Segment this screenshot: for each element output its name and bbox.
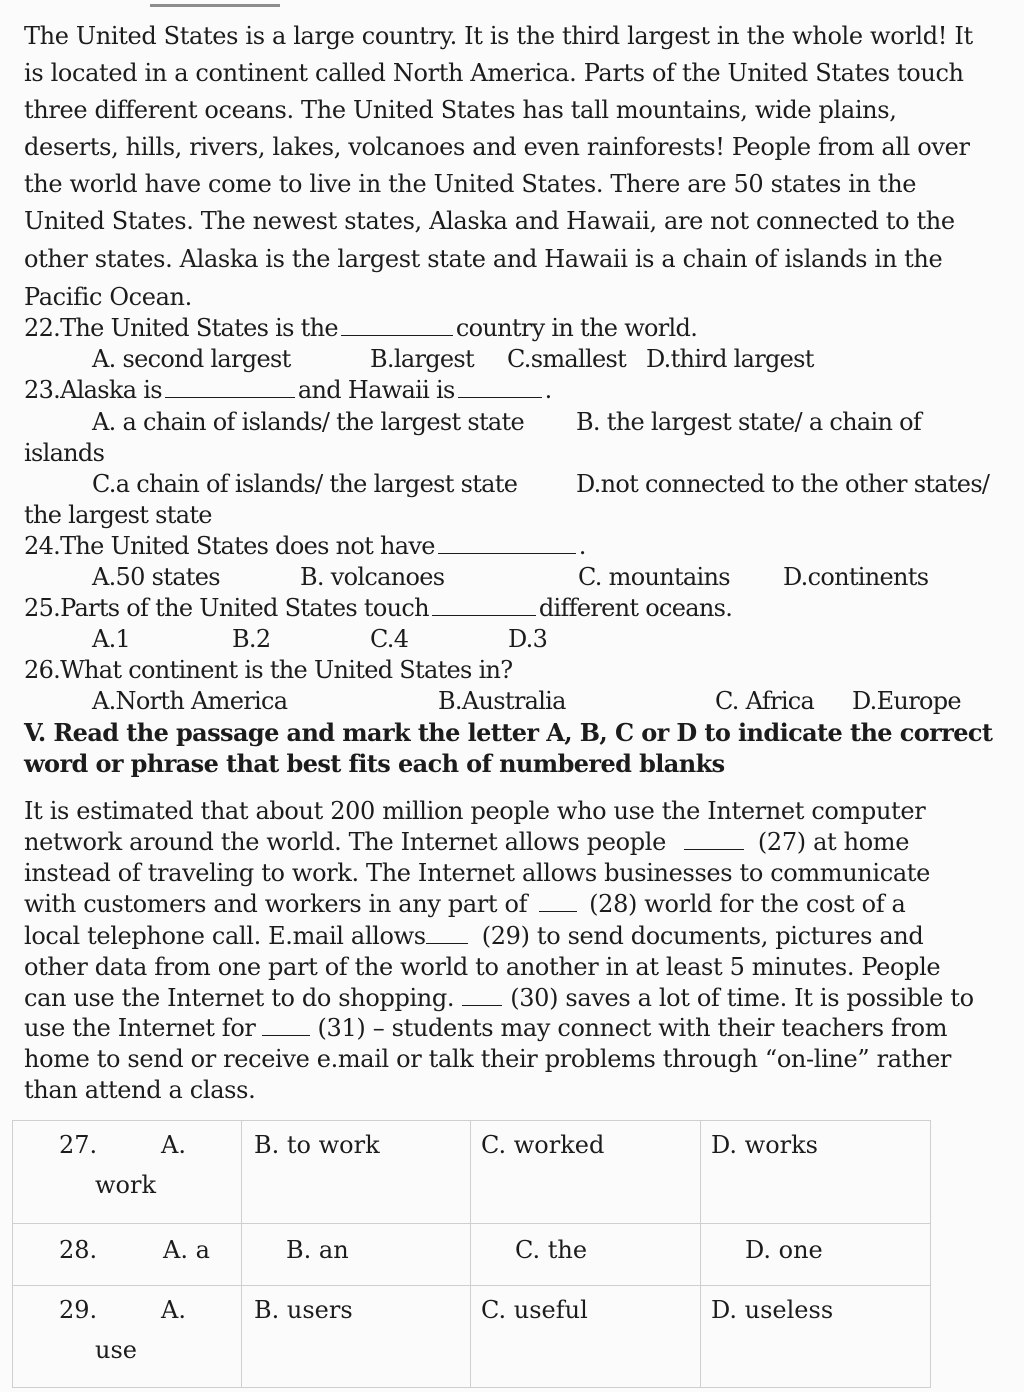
- option-b[interactable]: B.Australia: [438, 687, 566, 715]
- option-b[interactable]: B. to work: [242, 1121, 471, 1224]
- option-d[interactable]: D. useless: [701, 1286, 931, 1388]
- option-d[interactable]: D. works: [701, 1121, 931, 1224]
- question-number: 29.: [59, 1296, 98, 1324]
- blank-27[interactable]: [684, 849, 744, 850]
- question-stem: 25.Parts of the United States touch different oceans.: [24, 594, 733, 622]
- option-b[interactable]: B. the largest state/ a chain of: [576, 408, 922, 436]
- option-b-wrap: islands: [24, 439, 105, 467]
- question-number: 28.: [59, 1236, 98, 1264]
- table-row: [13, 1121, 931, 1224]
- option-d[interactable]: D. one: [701, 1224, 931, 1286]
- option-a[interactable]: A.50 states: [92, 563, 220, 591]
- answer-blank[interactable]: [432, 615, 536, 616]
- option-b[interactable]: B. an: [242, 1224, 471, 1286]
- option-d-wrap: the largest state: [24, 501, 212, 529]
- option-b[interactable]: B.2: [232, 625, 271, 653]
- table-cell-a[interactable]: [13, 1121, 242, 1224]
- cropped-heading-remnant: [150, 0, 280, 7]
- option-a-text: work: [95, 1171, 157, 1199]
- option-a[interactable]: A.1: [92, 625, 131, 653]
- question-stem: 24.The United States does not have .: [24, 532, 586, 560]
- option-b[interactable]: B. users: [242, 1286, 471, 1388]
- option-a: A.: [161, 1131, 186, 1159]
- option-b[interactable]: B.largest: [370, 345, 474, 373]
- blank-31[interactable]: [262, 1035, 310, 1036]
- option-c[interactable]: C.a chain of islands/ the largest state: [92, 470, 518, 498]
- passage-line: It is estimated that about 200 million people who use the Internet computer: [24, 797, 926, 825]
- option-c[interactable]: C. worked: [471, 1121, 701, 1224]
- passage-line: Pacific Ocean.: [24, 283, 192, 311]
- option-c[interactable]: C. useful: [471, 1286, 701, 1388]
- question-number: 27.: [59, 1131, 98, 1159]
- passage-line: can use the Internet to do shopping. (30) saves a lot of time. It is possible to: [24, 984, 974, 1012]
- table-cell-a[interactable]: [13, 1224, 242, 1286]
- passage-line: network around the world. The Internet allows people (27) at home: [24, 828, 910, 856]
- option-b[interactable]: B. volcanoes: [300, 563, 445, 591]
- section-heading-line: word or phrase that best fits each of numbered blanks: [24, 749, 725, 778]
- passage-line: home to send or receive e.mail or talk their problems through “on-line” rather: [24, 1045, 952, 1073]
- option-d[interactable]: D.continents: [783, 563, 929, 591]
- blank-29[interactable]: [426, 943, 468, 944]
- passage-line: is located in a continent called North America. Parts of the United States touch: [24, 59, 964, 87]
- passage-line: instead of traveling to work. The Internet allows businesses to communicate: [24, 859, 930, 887]
- question-stem: 23.Alaska is and Hawaii is .: [24, 376, 552, 404]
- blank-28[interactable]: [539, 911, 577, 912]
- passage-line: deserts, hills, rivers, lakes, volcanoes and even rainforests! People from all over: [24, 133, 970, 161]
- option-c[interactable]: C.4: [370, 625, 409, 653]
- passage-line: local telephone call. E.mail allows (29) to send documents, pictures and: [24, 922, 924, 950]
- option-d[interactable]: D.not connected to the other states/: [576, 470, 990, 498]
- table-row: [13, 1286, 931, 1388]
- answer-blank[interactable]: [438, 553, 576, 554]
- answer-options-table: [12, 1120, 931, 1388]
- passage-line: United States. The newest states, Alaska and Hawaii, are not connected to the: [24, 207, 955, 235]
- option-a: A.: [161, 1296, 186, 1324]
- passage-line: The United States is a large country. It is the third largest in the whole world! It: [24, 22, 973, 50]
- passage-line: with customers and workers in any part of (28) world for the cost of a: [24, 890, 906, 918]
- passage-line: the world have come to live in the United States. There are 50 states in the: [24, 170, 917, 198]
- passage-line: other states. Alaska is the largest state and Hawaii is a chain of islands in the: [24, 245, 943, 273]
- table-cell-a[interactable]: [13, 1286, 242, 1388]
- option-a[interactable]: A. second largest: [92, 345, 291, 373]
- option-c[interactable]: C. Africa: [715, 687, 815, 715]
- question-stem: 26.What continent is the United States in?: [24, 656, 513, 684]
- option-c[interactable]: C. mountains: [578, 563, 730, 591]
- option-a-text: use: [95, 1336, 137, 1364]
- blank-30[interactable]: [462, 1005, 502, 1006]
- passage-line: other data from one part of the world to another in at least 5 minutes. People: [24, 953, 941, 981]
- option-d[interactable]: D.3: [508, 625, 548, 653]
- answer-blank[interactable]: [165, 397, 295, 398]
- answer-blank[interactable]: [341, 335, 453, 336]
- section-heading-line: V. Read the passage and mark the letter A, B, C or D to indicate the correct: [24, 718, 993, 747]
- option-d[interactable]: D.Europe: [852, 687, 961, 715]
- passage-line: use the Internet for (31) – students may connect with their teachers from: [24, 1014, 948, 1042]
- option-d[interactable]: D.third largest: [646, 345, 814, 373]
- option-c[interactable]: C. the: [471, 1224, 701, 1286]
- passage-line: three different oceans. The United States has tall mountains, wide plains,: [24, 96, 897, 124]
- option-a: A. a: [163, 1236, 210, 1264]
- passage-line: than attend a class.: [24, 1076, 256, 1104]
- option-a[interactable]: A. a chain of islands/ the largest state: [92, 408, 524, 436]
- option-c[interactable]: C.smallest: [507, 345, 627, 373]
- question-stem: 22.The United States is the country in the world.: [24, 314, 698, 342]
- option-a[interactable]: A.North America: [92, 687, 288, 715]
- answer-blank[interactable]: [458, 397, 542, 398]
- table-row: [13, 1224, 931, 1286]
